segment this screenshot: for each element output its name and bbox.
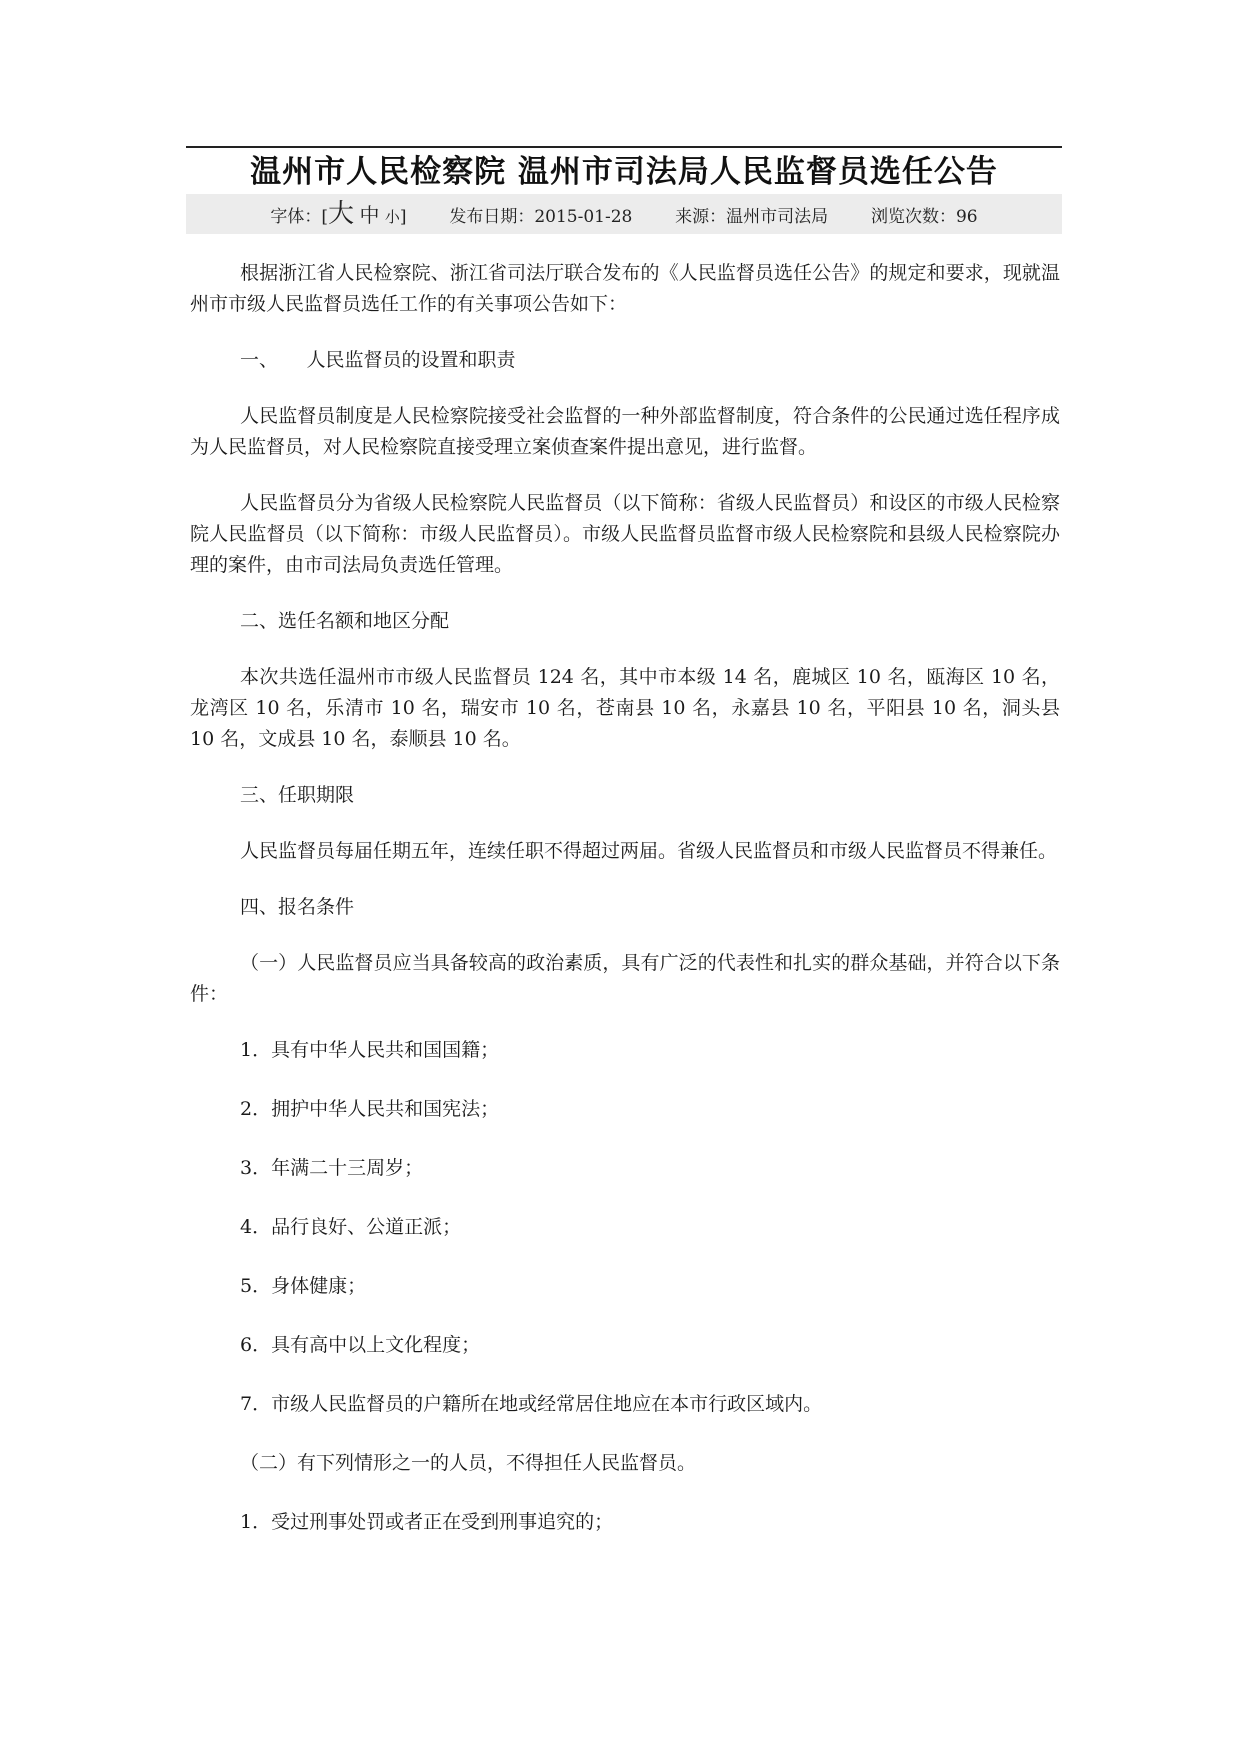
section-heading-3: 三、任职期限 xyxy=(240,784,355,806)
list-item: 2．拥护中华人民共和国宪法； xyxy=(240,1098,500,1120)
list-item: 7．市级人民监督员的户籍所在地或经常居住地应在本市行政区域内。 xyxy=(240,1393,823,1415)
section-heading-2: 二、选任名额和地区分配 xyxy=(240,610,450,632)
list-item: 4．品行良好、公道正派； xyxy=(240,1216,462,1238)
article-meta-bar xyxy=(186,194,1062,234)
list-item: 3．年满二十三周岁； xyxy=(240,1157,424,1179)
list-item: 5．身体健康； xyxy=(240,1275,367,1297)
view-count: 浏览次数：96 xyxy=(870,207,978,227)
paragraph: 人民监督员分为省级人民检察院人民监督员（以下简称：省级人民监督员）和设区的市级人民检察院人民监督员（以下简称：市级人民监督员）。市级人民监督员监督市级人民检察院和县级人民检察院办理的案件，由市司法局负责选任管理。 xyxy=(190,492,1060,576)
list-item: 1．具有中华人民共和国国籍； xyxy=(240,1039,500,1061)
top-rule xyxy=(186,146,1062,148)
publish-date: 发布日期：2015-01-28 xyxy=(449,207,633,227)
section-heading-4: 四、报名条件 xyxy=(240,896,355,918)
list-item: 1．受过刑事处罚或者正在受到刑事追究的； xyxy=(240,1511,614,1533)
paragraph: 人民监督员制度是人民检察院接受社会监督的一种外部监督制度，符合条件的公民通过选任程序成为人民监督员，对人民检察院直接受理立案侦查案件提出意见，进行监督。 xyxy=(190,405,1060,458)
font-size-small-link[interactable]: 小 xyxy=(384,208,400,226)
article-body xyxy=(190,258,1060,1566)
section-heading-1: 一、 人民监督员的设置和职责 xyxy=(240,349,516,371)
source: 来源：温州市司法局 xyxy=(675,207,829,227)
page-title: 温州市人民检察院 温州市司法局人民监督员选任公告 xyxy=(250,154,998,190)
paragraph: （一）人民监督员应当具备较高的政治素质，具有广泛的代表性和扎实的群众基础，并符合以下条件： xyxy=(190,952,1060,1005)
paragraph: 人民监督员每届任期五年，连续任职不得超过两届。省级人民监督员和市级人民监督员不得兼任。 xyxy=(240,840,1058,862)
paragraph: 本次共选任温州市市级人民监督员 124 名，其中市本级 14 名，鹿城区 10 名，瓯海区 10 名，龙湾区 10 名，乐清市 10 名，瑞安市 10 名，苍南县 10 名，永嘉县 10 名，平阳县 10 名，洞头县 10 名，文成县 10 名，泰顺县 10 名。 xyxy=(190,666,1060,750)
font-size-medium-link[interactable]: 中 xyxy=(359,203,380,227)
font-size-large-link[interactable]: 大 xyxy=(328,199,355,229)
list-item: 6．具有高中以上文化程度； xyxy=(240,1334,481,1356)
font-size-bracket: ] xyxy=(399,207,407,227)
font-size-label: 字体：[ xyxy=(270,207,329,227)
paragraph: （二）有下列情形之一的人员，不得担任人民监督员。 xyxy=(240,1452,697,1474)
paragraph-intro: 根据浙江省人民检察院、浙江省司法厅联合发布的《人民监督员选任公告》的规定和要求，现就温州市市级人民监督员选任工作的有关事项公告如下： xyxy=(190,262,1060,315)
